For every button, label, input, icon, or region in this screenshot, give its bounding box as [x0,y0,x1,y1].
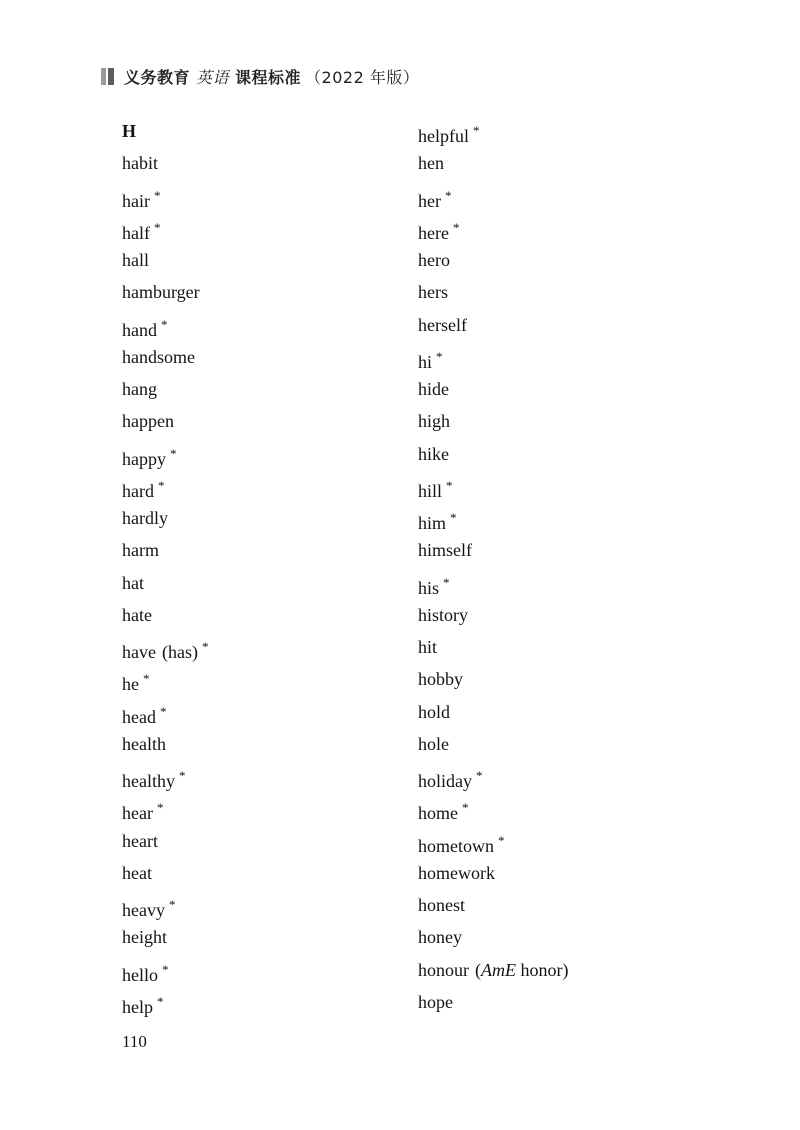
word-entry [418,602,718,634]
word-text: hope [418,991,453,1012]
header-bar-dark [108,68,114,85]
word-text: himself [418,540,472,561]
word-text: hen [418,153,444,174]
word-text: hello [122,964,158,985]
word-entry [122,957,422,989]
header-bar-light [101,68,106,85]
asterisk-marker: * [201,639,209,654]
asterisk-marker: * [143,671,150,687]
word-entry [122,312,422,344]
word-text: happen [122,411,174,432]
word-text: help [122,996,153,1017]
word-entry [122,150,422,182]
asterisk-marker: * [462,800,469,816]
running-header [101,64,419,88]
asterisk-marker: * [178,768,186,783]
word-entry [418,247,718,279]
word-entry [122,634,422,666]
asterisk-marker: * [157,993,164,1009]
word-entry [122,505,422,537]
word-text: H [122,121,137,141]
word-entry [122,344,422,376]
word-text: habit [122,153,158,174]
asterisk-marker: * [157,477,165,493]
asterisk-marker: * [436,348,443,364]
word-entry [418,989,718,1021]
word-entry [122,376,422,408]
word-entry [418,763,718,795]
word-text: honest [418,895,465,915]
word-text: head [122,706,156,727]
word-entry [418,408,718,440]
word-text: hard [122,480,154,501]
word-text: healthy [122,771,175,791]
word-entry [122,924,422,956]
section-letter-heading [122,118,422,150]
word-text: her [418,190,441,211]
asterisk-marker: * [153,219,161,235]
word-text: height [122,927,167,948]
word-text: hold [418,701,451,722]
word-entry [122,989,422,1021]
header-title-edition: （2022 年版） [305,67,420,87]
word-entry [122,666,422,698]
word-entry [418,473,718,505]
word-entry [418,312,718,344]
word-entry [418,118,718,150]
asterisk-marker: * [162,961,169,977]
word-entry [418,376,718,408]
word-entry [122,763,422,795]
word-text: helpful [418,126,469,146]
header-bars-decoration [101,68,116,85]
word-text: hole [418,733,449,754]
header-title-part1: 义务教育 [124,67,191,87]
word-entry [418,634,718,666]
word-entry [122,860,422,892]
variant-open-paren: ( [475,959,481,980]
asterisk-marker: * [444,187,452,203]
word-list-left-column [122,118,422,1021]
word-entry [418,666,718,698]
word-entry [122,473,422,505]
header-title-subject: 英语 [196,67,230,87]
word-text: happy [122,448,166,469]
word-entry [418,892,718,924]
header-title [124,65,419,88]
word-entry [122,699,422,731]
word-entry [122,570,422,602]
word-text: him [418,513,447,533]
word-text: hand [122,319,157,340]
word-text: here [418,222,449,243]
word-text: heavy [122,900,165,920]
word-text: he [122,674,139,695]
word-entry [122,441,422,473]
word-entry [122,408,422,440]
asterisk-marker: * [170,445,177,461]
asterisk-marker: * [446,477,453,493]
word-text: hill [418,480,443,501]
asterisk-marker: * [161,316,168,332]
word-entry [418,957,718,989]
variant-label: AmE [481,959,516,980]
word-text: hamburger [122,282,200,303]
word-text: herself [418,314,467,335]
asterisk-marker: * [443,574,450,590]
word-entry [418,279,718,311]
word-text: hit [418,637,438,657]
word-entry [418,795,718,827]
word-text: hero [418,250,450,270]
word-text: health [122,733,166,754]
word-entry [418,183,718,215]
word-text: hat [122,572,144,593]
word-entry [418,731,718,763]
word-entry [122,247,422,279]
word-entry [122,602,422,634]
word-entry [122,731,422,763]
word-entry [122,892,422,924]
word-text: have [122,642,156,662]
word-text: holiday [418,771,472,791]
word-entry [122,183,422,215]
word-text: hide [418,379,449,399]
word-entry [418,344,718,376]
header-title-part3: 课程标准 [235,67,302,87]
word-entry [122,828,422,860]
word-entry [122,279,422,311]
word-text: hi [418,351,433,372]
word-entry [418,860,718,892]
word-text: half [122,222,150,243]
variant-word: honor) [516,959,569,980]
word-text: hers [418,282,448,303]
word-text: hair [122,190,150,211]
asterisk-marker: * [159,703,167,719]
word-text: harm [122,540,159,561]
word-entry [122,795,422,827]
asterisk-marker: * [153,187,161,203]
asterisk-marker: * [452,219,460,235]
word-entry [418,150,718,182]
word-entry [122,215,422,247]
word-entry [418,215,718,247]
word-text: honey [418,927,462,948]
asterisk-marker: * [168,897,176,912]
word-entry [418,505,718,537]
asterisk-marker: * [498,832,505,848]
word-text: home [418,803,458,824]
word-text: hall [122,250,149,270]
asterisk-marker: * [473,123,480,138]
word-form-note: (has) [161,642,198,662]
word-entry [418,924,718,956]
word-text: hardly [122,508,168,528]
word-entry [418,537,718,569]
word-text: hobby [418,669,463,690]
word-entry [418,441,718,473]
page-number: 110 [122,1032,147,1051]
word-text: heat [122,862,152,883]
word-text: handsome [122,346,195,367]
word-text: honour [418,959,469,980]
word-text: homework [418,862,495,883]
word-text: history [418,604,469,625]
word-entry [418,570,718,602]
word-text: hang [122,379,157,399]
word-entry [418,699,718,731]
word-entry [418,828,718,860]
word-text: hike [418,443,449,464]
asterisk-marker: * [450,510,457,525]
word-text: hometown [418,835,494,856]
word-text: hear [122,803,153,824]
asterisk-marker: * [476,768,483,783]
word-text: hate [122,604,152,625]
word-text: high [418,411,451,432]
word-list-right-column [418,118,718,1021]
word-entry [122,537,422,569]
asterisk-marker: * [156,800,164,816]
word-text: heart [122,830,158,851]
word-text: his [418,577,440,598]
